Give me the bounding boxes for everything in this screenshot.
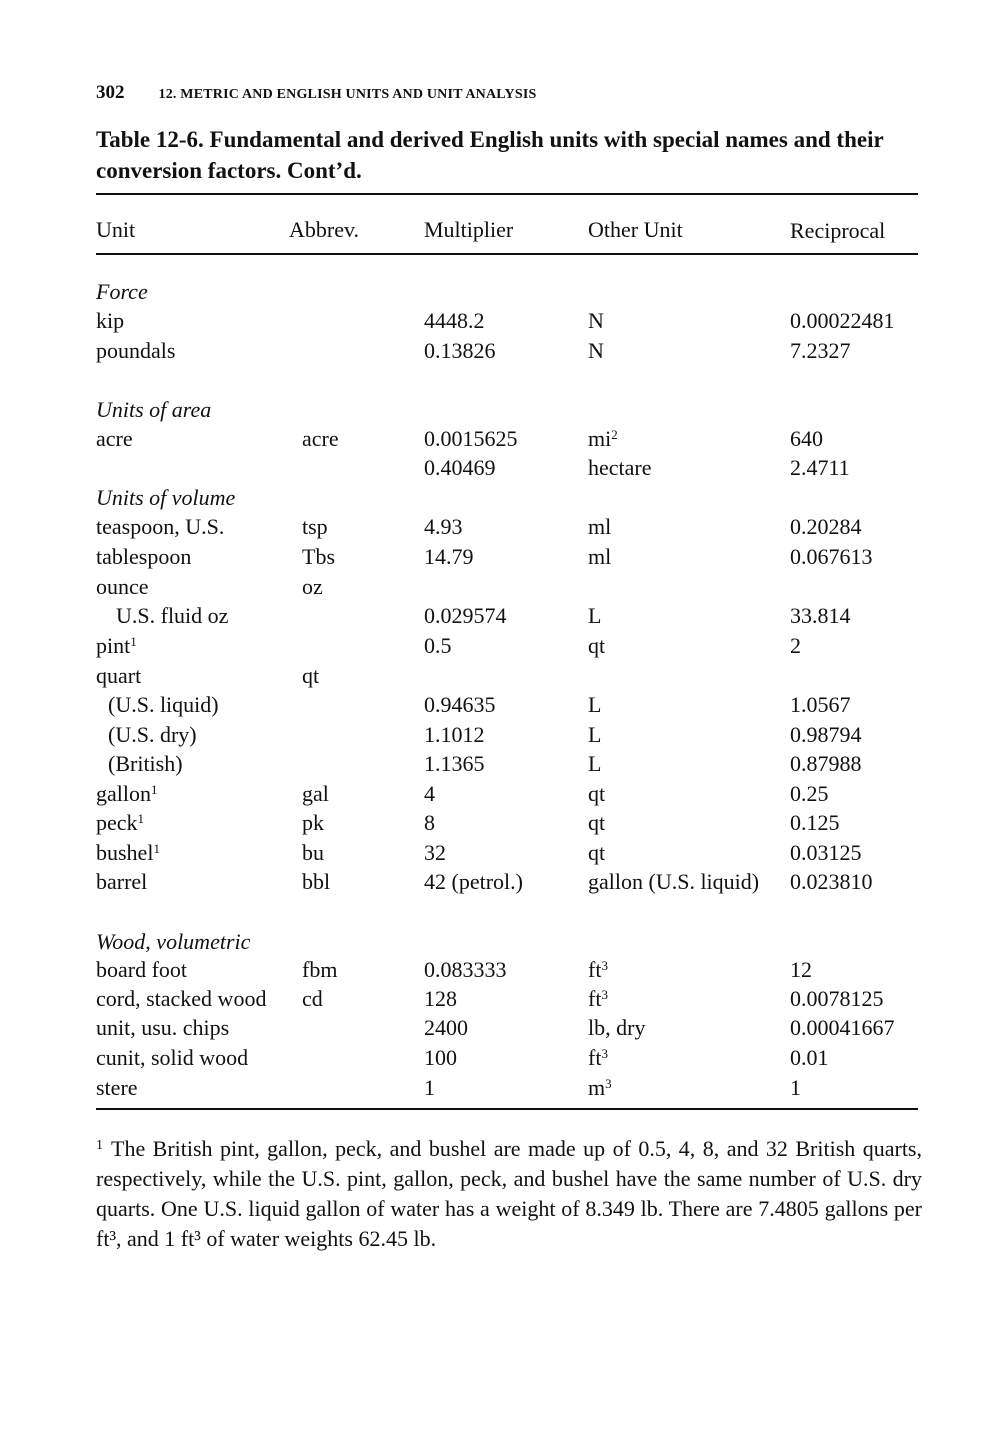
column-header-unit: Unit [96,217,136,242]
footnote-reference: 1 [130,634,137,649]
cell-other-unit [588,544,611,570]
cell-reciprocal: 0.125 [790,810,840,835]
cell-other-unit-text: L [588,722,602,747]
cell-abbrev: acre [302,426,339,451]
cell-multiplier: 100 [424,1045,457,1070]
table-row [0,751,1008,781]
cell-multiplier: 128 [424,986,457,1011]
cell-unit [96,751,183,777]
cell-other-unit-text: qt [588,781,606,806]
cell-unit [96,781,158,807]
table-row [0,308,1008,338]
table-row [0,544,1008,574]
footnote-reference: 1 [137,811,145,826]
cell-other-unit-text: mi [588,426,612,451]
cell-unit [96,722,197,748]
table-section-heading [0,485,1008,515]
cell-other-unit-text: N [588,308,604,333]
cell-abbrev: pk [302,810,324,835]
table-section-heading [0,929,1008,959]
cell-unit-text: unit, usu. chips [96,1015,230,1040]
table-row [0,722,1008,752]
table-row [0,692,1008,722]
cell-other-unit [588,840,605,866]
cell-unit [96,810,144,836]
table-row [0,1075,1008,1105]
cell-unit [96,574,149,600]
cell-unit-text: peck [96,810,138,835]
table-row [0,633,1008,663]
cell-abbrev: bu [302,840,324,865]
cell-abbrev: fbm [302,957,338,982]
cell-other-unit [588,308,604,334]
cell-reciprocal: 2.4711 [790,455,850,480]
unit-exponent: 3 [601,958,608,973]
caption-line-2: conversion factors. Cont’d. [96,158,362,183]
table-row [0,957,1008,987]
cell-other-unit-text: m [588,1075,606,1100]
cell-unit [96,426,133,452]
cell-reciprocal: 0.067613 [790,544,873,569]
cell-reciprocal: 0.0078125 [790,986,884,1011]
table-row [0,1045,1008,1075]
cell-multiplier: 8 [424,810,435,835]
page-number: 302 [96,82,125,103]
footnote-reference: 1 [151,782,158,797]
cell-other-unit [588,781,605,807]
section-title: Wood, volumetric [96,929,251,954]
cell-unit [96,633,137,659]
cell-other-unit [588,751,601,777]
cell-unit [96,663,141,689]
table-row [0,810,1008,840]
table-row [0,663,1008,693]
cell-other-unit-text: N [588,338,604,363]
cell-unit-text: (U.S. dry) [108,722,197,747]
cell-unit-text: ounce [96,574,149,599]
cell-multiplier: 0.13826 [424,338,496,363]
cell-other-unit [588,514,611,540]
cell-multiplier: 0.40469 [424,455,496,480]
cell-multiplier: 2400 [424,1015,468,1040]
cell-other-unit [588,633,605,659]
cell-other-unit-text: qt [588,840,606,865]
cell-multiplier: 14.79 [424,544,474,569]
cell-unit [96,338,175,364]
column-header-other-unit: Other Unit [588,217,683,242]
cell-unit-text: barrel [96,869,148,894]
table-row [0,426,1008,456]
unit-exponent: 3 [601,987,608,1002]
cell-other-unit [588,1045,608,1071]
cell-multiplier: 1 [424,1075,435,1100]
unit-exponent: 3 [601,1046,608,1061]
cell-unit-text: acre [96,426,133,451]
cell-unit-text: U.S. fluid oz [116,603,229,628]
cell-reciprocal: 0.00041667 [790,1015,895,1040]
cell-other-unit [588,986,608,1012]
footnote-reference: 1 [153,841,160,856]
cell-unit-text: board foot [96,957,188,982]
table-section-heading [0,397,1008,427]
footnote-text: The British pint, gallon, peck, and bushel are made up of 0.5, 4, 8, and 32 British quarts, respectively, while the U.S. pint, gallon, peck, and bushel have the same number of U.S. dry quarts. One U.S. liquid gallon of water has a weight of 8.349 lb. There are 7.4805 gallons per ft³, and 1 ft³ of water weights 62.45 lb. [96,1136,922,1251]
cell-unit [96,544,191,570]
cell-unit [96,869,147,895]
cell-reciprocal: 0.25 [790,781,829,806]
cell-unit [96,1015,229,1041]
table-row [0,574,1008,604]
footnote [96,1134,922,1254]
cell-multiplier: 4448.2 [424,308,485,333]
table-top-rule [96,193,918,195]
cell-other-unit-text: L [588,751,602,776]
table-row [0,514,1008,544]
cell-multiplier: 42 (petrol.) [424,869,523,894]
cell-other-unit [588,603,601,629]
cell-reciprocal: 640 [790,426,823,451]
section-title: Units of volume [96,485,236,510]
cell-multiplier: 0.029574 [424,603,507,628]
cell-reciprocal: 0.98794 [790,722,862,747]
cell-unit-text: stere [96,1075,138,1100]
column-header-abbrev: Abbrev. [289,217,360,242]
cell-other-unit-text: ft [588,957,602,982]
cell-unit-text: gallon [96,781,151,806]
cell-multiplier: 0.0015625 [424,426,518,451]
cell-reciprocal: 0.023810 [790,869,873,894]
cell-unit-text: (U.S. liquid) [108,692,219,717]
cell-unit-text: bushel [96,840,154,865]
cell-abbrev: bbl [302,869,331,894]
table-caption [96,124,926,186]
section-title: Units of area [96,397,212,422]
cell-other-unit-text: qt [588,810,606,835]
cell-other-unit [588,810,605,836]
cell-unit [96,986,266,1012]
section-title: Force [96,279,148,304]
cell-other-unit-text: qt [588,633,606,658]
cell-abbrev: oz [302,574,323,599]
cell-reciprocal: 1.0567 [790,692,851,717]
cell-other-unit-text: ft [588,1045,602,1070]
cell-unit [96,957,187,983]
cell-unit [96,1045,248,1071]
cell-other-unit [588,869,759,895]
column-header-reciprocal: Reciprocal [790,218,886,243]
cell-abbrev: Tbs [302,544,335,569]
cell-unit [96,692,219,718]
column-header-multiplier: Multiplier [424,217,514,242]
cell-reciprocal: 0.20284 [790,514,862,539]
cell-other-unit-text: L [588,603,602,628]
cell-other-unit-text: ft [588,986,602,1011]
cell-reciprocal: 33.814 [790,603,851,628]
cell-other-unit-text: lb, dry [588,1015,646,1040]
cell-multiplier: 4.93 [424,514,463,539]
footnote-mark: 1 [96,1138,103,1153]
cell-unit-text: poundals [96,338,176,363]
unit-exponent: 2 [611,427,618,442]
cell-other-unit-text: ml [588,514,612,539]
table-row [0,869,1008,899]
running-title: 12. METRIC AND ENGLISH UNITS AND UNIT ANALYSIS [158,87,537,102]
table-row [0,1015,1008,1045]
cell-unit [96,308,124,334]
cell-multiplier: 1.1012 [424,722,485,747]
table-row [0,603,1008,633]
cell-reciprocal: 2 [790,633,801,658]
cell-unit-text: kip [96,308,125,333]
cell-other-unit-text: ml [588,544,612,569]
page-header [96,82,536,104]
header-bottom-rule [96,253,918,255]
unit-exponent: 3 [605,1076,612,1091]
cell-reciprocal: 1 [790,1075,801,1100]
cell-other-unit [588,722,601,748]
cell-other-unit [588,692,601,718]
cell-unit-text: pint [96,633,131,658]
cell-unit-text: (British) [108,751,183,776]
cell-other-unit [588,338,604,364]
cell-multiplier: 1.1365 [424,751,485,776]
cell-reciprocal: 0.87988 [790,751,862,776]
caption-line-1: Table 12-6. Fundamental and derived English units with special names and their [96,127,884,152]
table-row [0,455,1008,485]
cell-abbrev: cd [302,986,323,1011]
cell-other-unit [588,957,608,983]
cell-unit [96,1075,138,1101]
cell-abbrev: tsp [302,514,328,539]
cell-other-unit [588,426,618,452]
table-row [0,781,1008,811]
cell-unit-text: teaspoon, U.S. [96,514,225,539]
cell-other-unit-text: gallon (U.S. liquid) [588,869,760,894]
cell-other-unit-text: hectare [588,455,652,480]
cell-unit [96,603,228,629]
cell-reciprocal: 0.00022481 [790,308,895,333]
table-row [0,338,1008,368]
cell-unit [96,840,160,866]
table-section-heading [0,279,1008,309]
cell-multiplier: 0.083333 [424,957,507,982]
cell-reciprocal: 0.03125 [790,840,862,865]
table-bottom-rule [96,1108,918,1110]
cell-other-unit [588,1015,645,1041]
table-row [0,986,1008,1016]
cell-unit-text: cunit, solid wood [96,1045,249,1070]
cell-multiplier: 4 [424,781,435,806]
cell-other-unit [588,455,652,481]
cell-abbrev: gal [302,781,329,806]
cell-multiplier: 0.5 [424,633,452,658]
cell-multiplier: 0.94635 [424,692,496,717]
cell-other-unit-text: L [588,692,602,717]
cell-unit-text: tablespoon [96,544,192,569]
cell-reciprocal: 7.2327 [790,338,851,363]
cell-other-unit [588,1075,612,1101]
table-row [0,840,1008,870]
cell-unit-text: quart [96,663,142,688]
cell-reciprocal: 12 [790,957,812,982]
cell-reciprocal: 0.01 [790,1045,829,1070]
cell-unit-text: cord, stacked wood [96,986,267,1011]
cell-unit [96,514,224,540]
cell-abbrev: qt [302,663,320,688]
cell-multiplier: 32 [424,840,446,865]
